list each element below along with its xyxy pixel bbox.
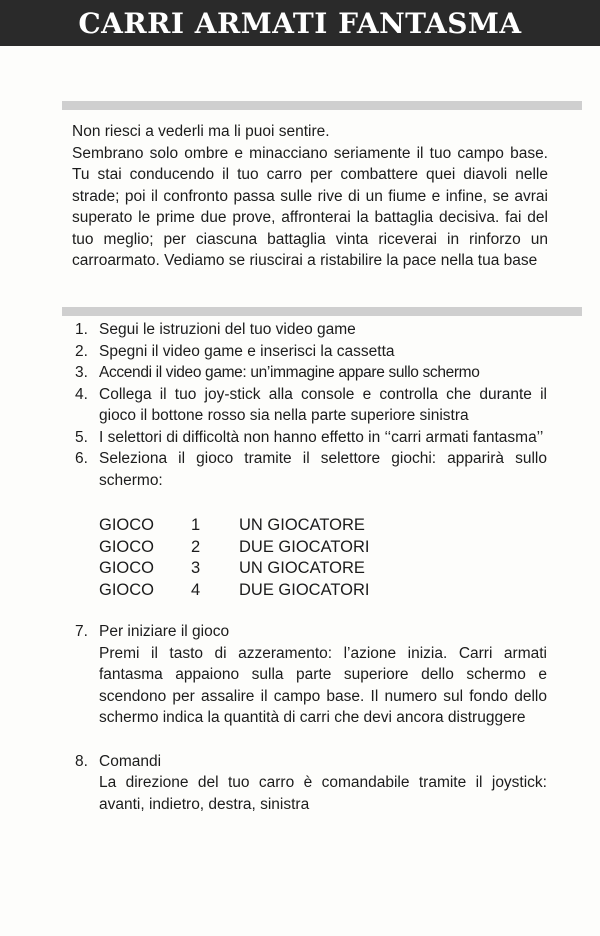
table-row	[99, 515, 547, 537]
game-table	[99, 515, 547, 601]
step-detail: La direzione del tuo carro è comandabile tramite il joystick: avanti, indietro, destra, sinistra	[99, 774, 547, 813]
game-mode: UN GIOCATORE	[239, 559, 365, 577]
step-text: Accendi il video game: un’immagine appare sullo schermo	[99, 364, 480, 381]
step-body	[99, 621, 547, 729]
instructions-list	[75, 319, 547, 815]
step-text: Spegni il video game e inserisci la cassetta	[99, 342, 395, 360]
game-label: GIOCO	[99, 580, 155, 599]
title-bar	[0, 0, 600, 46]
game-label: GIOCO	[99, 559, 155, 577]
step-text: Segui le istruzioni del tuo video game	[99, 321, 356, 338]
step-text: Per iniziare il gioco	[99, 623, 230, 640]
step-number: 6.	[75, 450, 88, 467]
game-number: 2	[191, 537, 201, 556]
step-text: Comandi	[99, 752, 162, 770]
table-row	[99, 537, 547, 559]
intro-first-line: Non riesci a vederli ma li puoi sentire.	[72, 123, 330, 140]
list-item	[75, 621, 547, 729]
game-label: GIOCO	[99, 516, 155, 534]
table-row	[99, 558, 547, 580]
step-number: 1.	[75, 321, 88, 338]
game-label: GIOCO	[99, 537, 155, 556]
table-row	[99, 580, 547, 602]
intro-section	[72, 121, 548, 272]
game-number: 3	[191, 559, 201, 577]
step-detail: Premi il tasto di azzeramento: l’azione inizia. Carri armati fantasma appaiono sulla parte superiore dello schermo e scendono per assalire il campo base. Il numero sul fondo dello schermo indica la quantità di carri che devi ancora distruggere	[99, 644, 547, 726]
intro-paragraph: Sembrano solo ombre e minacciano seriamente il tuo campo base. Tu stai conducendo il tuo carro per combattere quei diavoli nelle strade; poi il confronto passa sulle rive di un fiume e infine, se avrai superato le prime due prove, affronterai la battaglia decisiva. fai del tuo meglio; per ciascuna battaglia vinta riceverai in rinforzo un carroarmato. Vediamo se riuscirai a ristabilire la pace nella tua base	[72, 144, 548, 269]
game-mode: DUE GIOCATORI	[239, 537, 370, 556]
step-number: 5.	[75, 428, 88, 446]
step-text: I selettori di difficoltà non hanno effetto in ‘‘carri armati fantasma’’	[99, 428, 544, 446]
game-mode: DUE GIOCATORI	[239, 580, 370, 599]
list-item	[75, 319, 547, 341]
step-number: 4.	[75, 385, 88, 403]
step-number: 8.	[75, 752, 88, 770]
step-number: 3.	[75, 364, 88, 381]
game-number: 4	[191, 580, 201, 599]
game-number: 1	[191, 516, 201, 534]
divider-rule-middle	[62, 307, 582, 316]
list-item	[75, 448, 547, 491]
list-item	[75, 362, 547, 384]
step-text: Collega il tuo joy-stick alla console e controlla che durante il gioco il bottone rosso sia nella parte superiore sinistra	[99, 385, 547, 424]
divider-rule-top	[62, 101, 582, 110]
step-number: 7.	[75, 623, 88, 640]
list-item	[75, 751, 547, 816]
step-number: 2.	[75, 342, 88, 360]
step-text: Seleziona il gioco tramite il selettore giochi: apparirà sullo schermo:	[99, 450, 547, 489]
page-title: CARRI ARMATI FANTASMA	[78, 6, 522, 40]
step-body	[99, 751, 547, 816]
list-item	[75, 341, 547, 363]
game-mode: UN GIOCATORE	[239, 516, 365, 534]
list-item	[75, 384, 547, 427]
list-item	[75, 427, 547, 449]
